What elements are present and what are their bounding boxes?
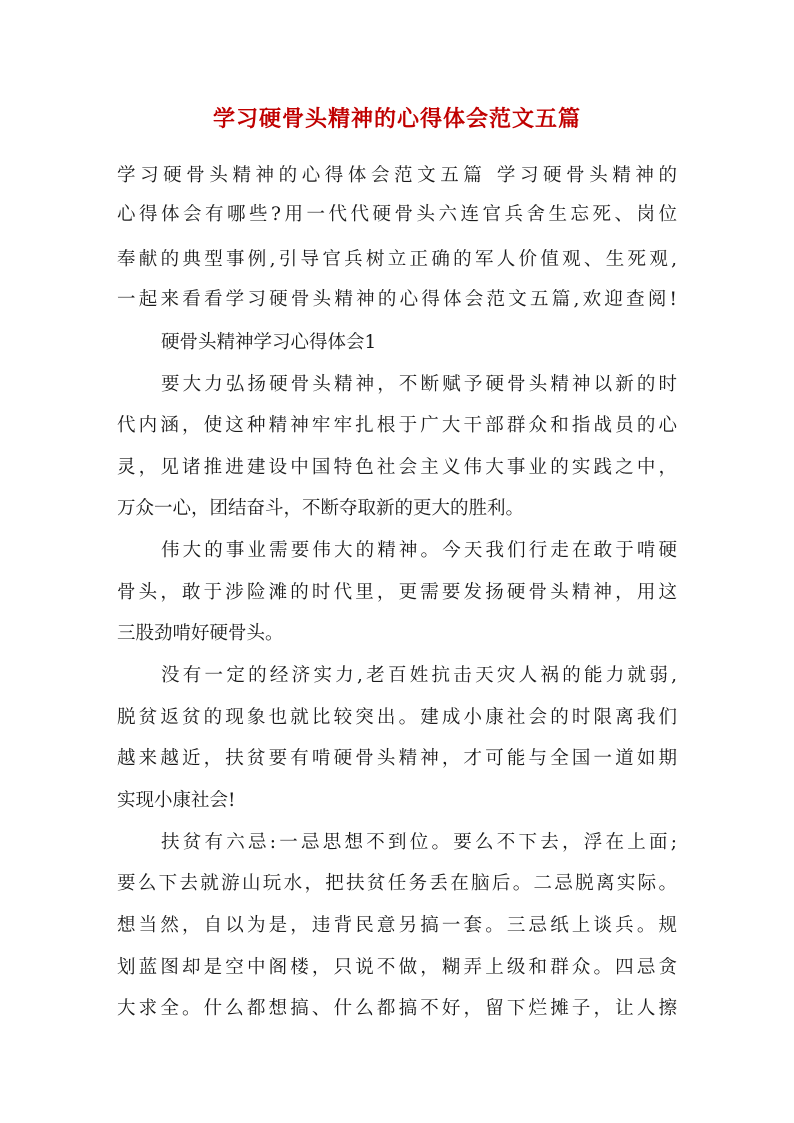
- section-heading: 硬骨头精神学习心得体会1: [161, 332, 377, 353]
- text-line: 灵，见诸推进建设中国特色社会主义伟大事业的实践之中，: [117, 457, 677, 478]
- text-line: 要么下去就游山玩水，把扶贫任务丢在脑后。二忌脱离实际。: [117, 873, 677, 894]
- text-line: 要大力弘扬硬骨头精神，不断赋予硬骨头精神以新的时: [161, 374, 677, 395]
- text-line: 奉献的典型事例,引导官兵树立正确的军人价值观、生死观,: [117, 249, 677, 270]
- text-line: 万众一心，团结奋斗，不断夺取新的更大的胜利。: [117, 498, 525, 519]
- text-line: 没有一定的经济实力,老百姓抗击天灾人祸的能力就弱,: [161, 665, 677, 686]
- text-line: 一起来看看学习硬骨头精神的心得体会范文五篇,欢迎查阅!: [117, 289, 677, 310]
- text-line: 伟大的事业需要伟大的精神。今天我们行走在敢于啃硬: [161, 540, 677, 561]
- text-line: 大求全。什么都想搞、什么都搞不好，留下烂摊子，让人擦: [117, 998, 677, 1019]
- text-line: 学习硬骨头精神的心得体会范文五篇 学习硬骨头精神的: [117, 165, 677, 186]
- text-line: 三股劲啃好硬骨头。: [117, 623, 284, 644]
- text-line: 扶贫有六忌:一忌思想不到位。要么不下去，浮在上面;: [161, 832, 677, 853]
- text-line: 代内涵，使这种精神牢牢扎根于广大干部群众和指战员的心: [117, 415, 677, 436]
- text-line: 越来越近，扶贫要有啃硬骨头精神，才可能与全国一道如期: [117, 748, 677, 769]
- document-title: 学习硬骨头精神的心得体会范文五篇: [212, 106, 581, 132]
- text-line: 实现小康社会!: [117, 790, 236, 811]
- text-line: 骨头，敢于涉险滩的时代里，更需要发扬硬骨头精神，用这: [117, 582, 677, 603]
- text-line: 脱贫返贫的现象也就比较突出。建成小康社会的时限离我们: [117, 707, 677, 728]
- text-line: 心得体会有哪些?用一代代硬骨头六连官兵舍生忘死、岗位: [117, 204, 677, 225]
- text-line: 想当然，自以为是，违背民意另搞一套。三忌纸上谈兵。规: [117, 915, 677, 936]
- text-line: 划蓝图却是空中阁楼，只说不做，糊弄上级和群众。四忌贪: [117, 957, 677, 978]
